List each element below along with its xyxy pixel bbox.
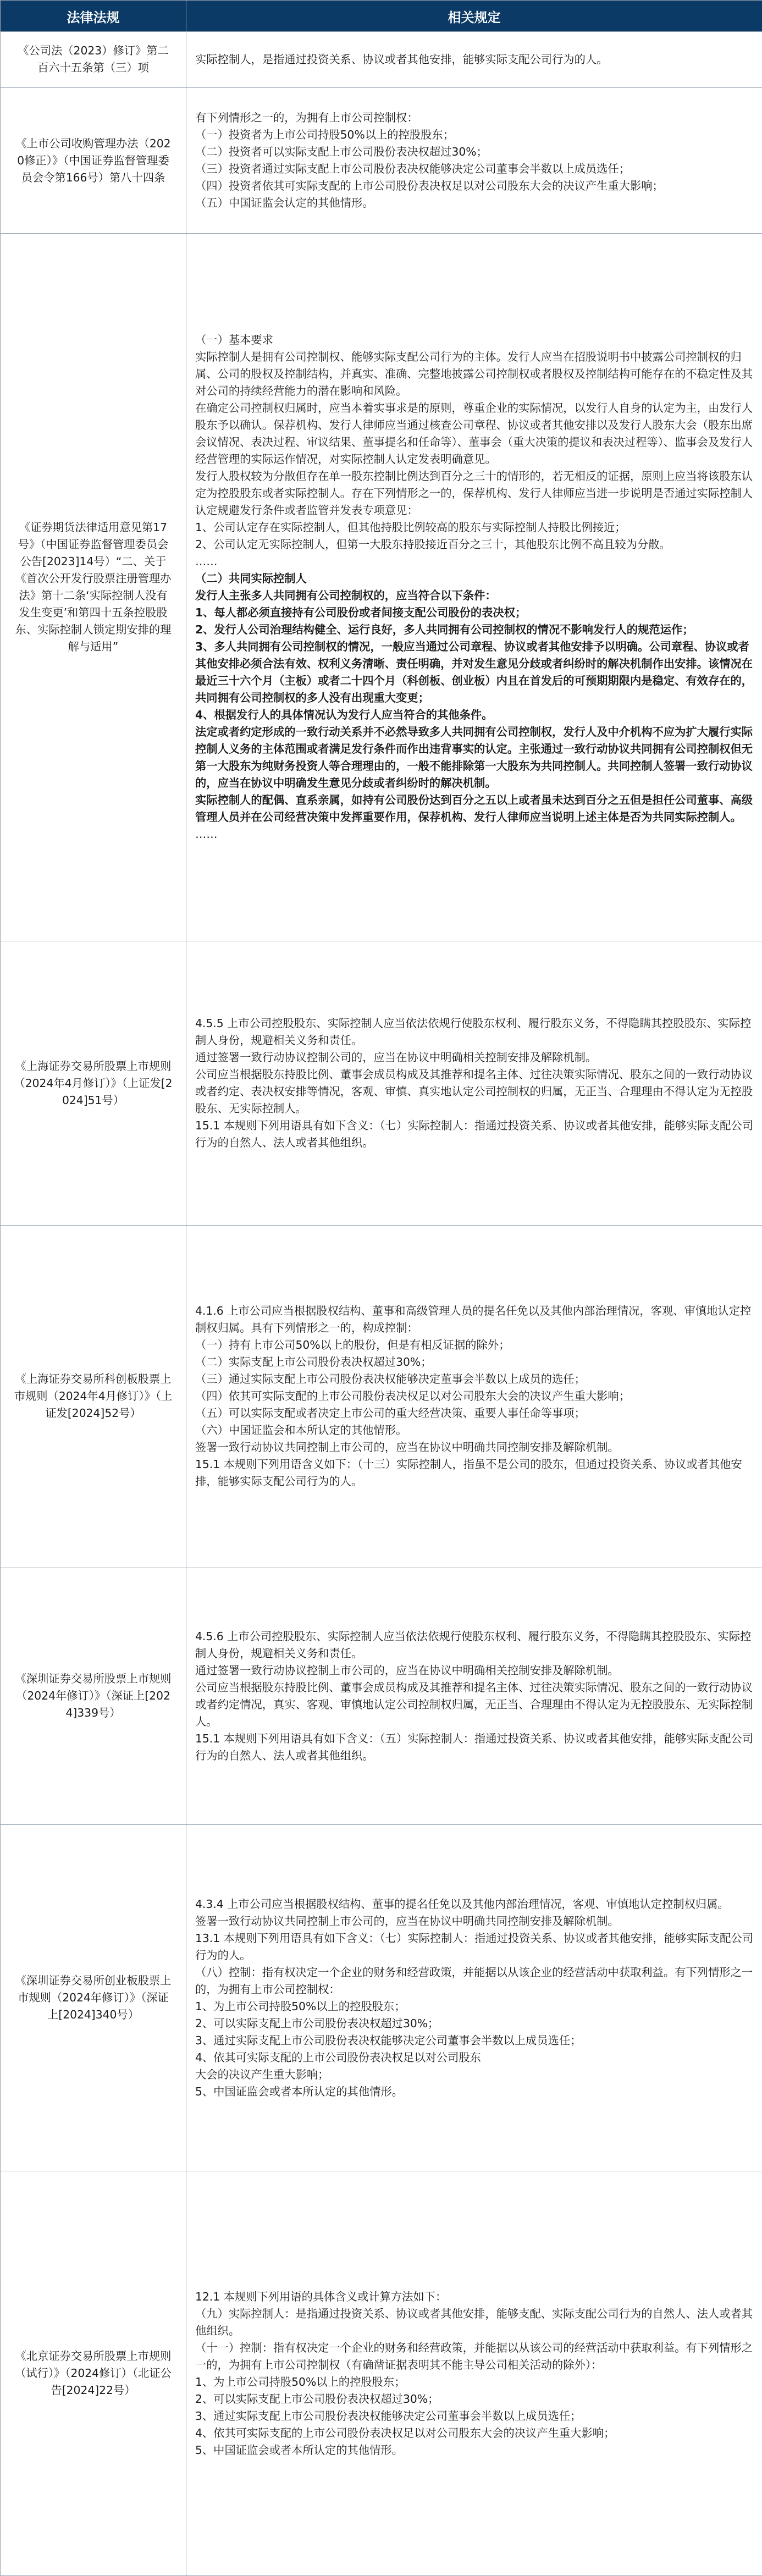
rule-line: （八）控制：指有权决定一个企业的财务和经营政策，并能据以从该企业的经营活动中获取利益。有下列情形之一的，为拥有上市公司控制权： xyxy=(195,1965,753,1996)
table-row xyxy=(1,32,762,88)
rule-line: 公司应当根据股东持股比例、董事会成员构成及其推荐和提名主体、过往决策实际情况、股东之间的一致行动协议或者约定、表决权安排等情况，客观、审慎、真实地认定公司控制权的归属，无正当、合理理由不得认定为无控股股东、无实际控制人。 xyxy=(195,1068,753,1116)
rule-line: 4、根据发行人的具体情况认为发行人应当符合的其他条件。 xyxy=(195,708,493,722)
rule-line: （四）依其可实际支配的上市公司股份表决权足以对公司股东大会的决议产生重大影响； xyxy=(195,1389,630,1403)
rule-line: 4.1.6 上市公司应当根据股权结构、董事和高级管理人员的提名任免以及其他内部治理情况，客观、审慎地认定控制权归属。具有下列情形之一的，构成控制： xyxy=(195,1304,752,1335)
rule-line: （三）通过实际支配上市公司股份表决权能够决定董事会半数以上成员的选任； xyxy=(195,1372,586,1386)
rule-line: 15.1 本规则下列用语具有如下含义：（七）实际控制人：指通过投资关系、协议或者其他安排，能够实际支配公司行为的自然人、法人或者其他组织。 xyxy=(195,1119,753,1150)
law-cell: 《公司法（2023）修订》第二百六十五条第（三）项 xyxy=(1,32,186,88)
rule-line: 发行人股权较为分散但存在单一股东控制比例达到百分之三十的情形的，若无相反的证据，原则上应当将该股东认定为控股股东或者实际控制人。存在下列情形之一的，保荐机构、发行人律师应当进一步说明是否通过实际控制人认定规避发行条件或者监管并发表专项意见： xyxy=(195,470,753,517)
rule-line: 2、可以实际支配上市公司股份表决权超过30%； xyxy=(195,2016,439,2030)
rule-line: （九）实际控制人：是指通过投资关系、协议或者其他安排，能够支配、实际支配公司行为的自然人、法人或者其他组织。 xyxy=(195,2307,753,2337)
table-row xyxy=(1,87,762,233)
rule-cell xyxy=(186,1225,762,1568)
rule-line: （五）可以实际支配或者决定上市公司的重大经营决策、重要人事任命等事项； xyxy=(195,1406,586,1420)
rule-line: …… xyxy=(195,828,218,841)
header-law: 法律法规 xyxy=(1,1,186,32)
rule-line: 15.1 本规则下列用语具有如下含义：（五）实际控制人：指通过投资关系、协议或者其他安排，能够实际支配公司行为的自然人、法人或者其他组织。 xyxy=(195,1731,753,1762)
rule-line: 5、中国证监会或者本所认定的其他情形。 xyxy=(195,2084,403,2098)
rule-cell xyxy=(186,2171,762,2576)
rule-line: （二）实际支配上市公司股份表决权超过30%； xyxy=(195,1355,432,1369)
rule-line: 1、每人都必须直接持有公司股份或者间接支配公司股份的表决权； xyxy=(195,606,527,620)
law-cell: 《北京证券交易所股票上市规则（试行）》（2024修订）（北证公告[2024]22号） xyxy=(1,2171,186,2576)
rule-line: 4.5.5 上市公司控股股东、实际控制人应当依法依规行使股东权利、履行股东义务，不得隐瞒其控股股东、实际控制人身份，规避相关义务和责任。 xyxy=(195,1017,752,1047)
law-cell: 《证券期货法律适用意见第17号》（中国证券监督管理委员会公告[2023]14号）“二、关于《首次公开发行股票注册管理办法》第十二条‘实际控制人没有发生变更’和第四十五条控股股东、实际控制人锁定期安排的理解与适用” xyxy=(1,234,186,941)
rule-line: （一）投资者为上市公司持股50%以上的控股股东； xyxy=(195,128,454,142)
rule-line: 实际控制人是拥有公司控制权、能够实际支配公司行为的主体。发行人应当在招股说明书中披露公司控制权的归属、公司的股权及控制结构，并真实、准确、完整地披露公司控制权或者股权及控制结构可能存在的不稳定性及其对公司的持续经营能力的潜在影响和风险。 xyxy=(195,350,753,398)
rule-line: （二）投资者可以实际支配上市公司股份表决权超过30%； xyxy=(195,145,488,159)
rule-line: 15.1 本规则下列用语含义如下：（十三）实际控制人，指虽不是公司的股东，但通过投资关系、协议或者其他安排，能够实际支配公司行为的人。 xyxy=(195,1458,742,1488)
rule-cell xyxy=(186,1568,762,1825)
table-row xyxy=(1,941,762,1225)
rule-line: 在确定公司控制权归属时，应当本着实事求是的原则，尊重企业的实际情况，以发行人自身的认定为主，由发行人股东予以确认。保荐机构、发行人律师应当通过核查公司章程、协议或者其他安排以及发行人股东大会（股东出席会议情况、表决过程、审议结果、董事提名和任命等）、董事会（重大决策的提议和表决过程等）、监事会及发行人经营管理的实际运作情况，对实际控制人认定发表明确意见。 xyxy=(195,401,753,466)
rule-cell xyxy=(186,234,762,941)
law-cell: 《深圳证券交易所股票上市规则（2024年修订）》（深证上[2024]339号） xyxy=(1,1568,186,1825)
rule-line: 5、中国证监会或者本所认定的其他情形。 xyxy=(195,2443,403,2457)
rule-line: …… xyxy=(195,555,218,569)
rule-cell xyxy=(186,941,762,1225)
rule-cell xyxy=(186,1824,762,2171)
rule-line: 实际控制人的配偶、直系亲属，如持有公司股份达到百分之五以上或者虽未达到百分之五但是担任公司董事、高级管理人员并在公司经营决策中发挥重要作用，保荐机构、发行人律师应当说明上述主体是否为共同实际控制人。 xyxy=(195,793,753,824)
table-row xyxy=(1,2171,762,2576)
rule-line: 4.5.6 上市公司控股股东、实际控制人应当依法依规行使股东权利、履行股东义务，不得隐瞒其控股股东、实际控制人身份，规避相关义务和责任。 xyxy=(195,1629,752,1660)
table-row xyxy=(1,1225,762,1568)
table-header-row xyxy=(1,1,762,32)
rule-line: 1、公司认定存在实际控制人，但其他持股比例较高的股东与实际控制人持股比例接近； xyxy=(195,521,626,534)
rule-line: 签署一致行动协议共同控制上市公司的，应当在协议中明确共同控制安排及解除机制。 xyxy=(195,1914,619,1928)
rule-line: 1、为上市公司持股50%以上的控股股东； xyxy=(195,1999,406,2013)
rule-line: 通过签署一致行动协议控制公司的，应当在协议中明确相关控制安排及解除机制。 xyxy=(195,1051,597,1064)
law-cell: 《上海证券交易所科创板股票上市规则（2024年4月修订）》（上证发[2024]52号） xyxy=(1,1225,186,1568)
rule-line: （四）投资者依其可实际支配的上市公司股份表决权足以对公司股东大会的决议产生重大影响； xyxy=(195,179,664,193)
rule-line: 3、通过实际支配上市公司股份表决权能够决定公司董事会半数以上成员选任； xyxy=(195,2033,582,2047)
rule-line: 3、多人共同拥有公司控制权的情况，一般应当通过公司章程、协议或者其他安排予以明确。公司章程、协议或者其他安排必须合法有效、权利义务清晰、责任明确，并对发生意见分歧或者纠纷时的解决机制作出安排。该情况在最近三十六个月（主板）或者二十四个月（科创板、创业板）内且在首发后的可预期期限内是稳定、有效存在的，共同拥有公司控制权的多人没有出现重大变更； xyxy=(195,640,753,705)
rule-line: 实际控制人，是指通过投资关系、协议或者其他安排，能够实际支配公司行为的人。 xyxy=(195,52,608,66)
rule-line: （一）基本要求 xyxy=(195,333,273,347)
table-row xyxy=(1,1824,762,2171)
rule-line: 通过签署一致行动协议控制上市公司的，应当在协议中明确相关控制安排及解除机制。 xyxy=(195,1663,619,1677)
rule-line: 2、公司认定无实际控制人，但第一大股东持股接近百分之三十，其他股东比例不高且较为分散。 xyxy=(195,538,671,551)
law-cell: 《深圳证券交易所创业板股票上市规则（2024年修订）》（深证上[2024]340号） xyxy=(1,1824,186,2171)
rule-cell xyxy=(186,32,762,88)
rule-line: （十一）控制：指有权决定一个企业的财务和经营政策，并能据以从该公司的经营活动中获取利益。有下列情形之一的，为拥有上市公司控制权（有确凿证据表明其不能主导公司相关活动的除外）： xyxy=(195,2341,753,2371)
header-rule: 相关规定 xyxy=(186,1,762,32)
rule-line: 1、为上市公司持股50%以上的控股股东； xyxy=(195,2375,406,2389)
rule-cell xyxy=(186,87,762,233)
law-cell: 《上海证券交易所股票上市规则（2024年4月修订）》（上证发[2024]51号） xyxy=(1,941,186,1225)
rule-line: （六）中国证监会和本所认定的其他情形。 xyxy=(195,1424,407,1437)
rule-line: 有下列情形之一的，为拥有上市公司控制权： xyxy=(195,111,418,125)
rule-line: 4、依其可实际支配的上市公司股份表决权足以对公司股东大会的决议产生重大影响； xyxy=(195,2426,615,2440)
law-cell: 《上市公司收购管理办法（2020修正）》（中国证券监督管理委员会令第166号）第八十四条 xyxy=(1,87,186,233)
rule-line: 公司应当根据股东持股比例、董事会成员构成及其推荐和提名主体、过往决策实际情况、股东之间的一致行动协议或者约定情况，真实、客观、审慎地认定公司控制权归属，无正当、合理理由不得认定为无控股股东、无实际控制人。 xyxy=(195,1680,753,1728)
rule-line: （五）中国证监会认定的其他情形。 xyxy=(195,196,374,210)
table-row xyxy=(1,1568,762,1825)
table-body xyxy=(1,32,762,2576)
rule-line: 3、通过实际支配上市公司股份表决权能够决定公司董事会半数以上成员选任； xyxy=(195,2409,582,2423)
rule-line: 4.3.4 上市公司应当根据股权结构、董事的提名任免以及其他内部治理情况，客观、审慎地认定控制权归属。 xyxy=(195,1897,729,1911)
rule-line: 2、可以实际支配上市公司股份表决权超过30%； xyxy=(195,2392,439,2406)
rule-line: 2、发行人公司治理结构健全、运行良好，多人共同拥有公司控制权的情况不影响发行人的规范运作； xyxy=(195,623,694,637)
table-row xyxy=(1,234,762,941)
rule-line: 12.1 本规则下列用语的具体含义或计算方法如下： xyxy=(195,2290,447,2303)
rule-line: 签署一致行动协议共同控制上市公司的，应当在协议中明确共同控制安排及解除机制。 xyxy=(195,1441,619,1454)
rule-line: （二）共同实际控制人 xyxy=(195,572,307,586)
rule-line: （三）投资者通过实际支配上市公司股份表决权能够决定公司董事会半数以上成员选任； xyxy=(195,162,630,176)
rule-line: 4、依其可实际支配的上市公司股份表决权足以对公司股东 xyxy=(195,2050,481,2064)
rule-line: 发行人主张多人共同拥有公司控制权的，应当符合以下条件： xyxy=(195,589,496,603)
rule-line: 13.1 本规则下列用语具有如下含义：（七）实际控制人：指通过投资关系、协议或者其他安排，能够实际支配公司行为的人。 xyxy=(195,1931,753,1962)
rule-line: （一）持有上市公司50%以上的股份，但是有相反证据的除外； xyxy=(195,1338,510,1352)
rule-line: 法定或者约定形成的一致行动关系并不必然导致多人共同拥有公司控制权，发行人及中介机构不应为扩大履行实际控制人义务的主体范围或者满足发行条件而作出违背事实的认定。主张通过一致行动协议共同拥有公司控制权但无第一大股东为纯财务投资人等合理理由的，一般不能排除第一大股东为共同控制人。共同控制人签署一致行动协议的，应当在协议中明确发生意见分歧或者纠纷时的解决机制。 xyxy=(195,725,753,790)
rule-line: 大会的决议产生重大影响； xyxy=(195,2067,329,2081)
